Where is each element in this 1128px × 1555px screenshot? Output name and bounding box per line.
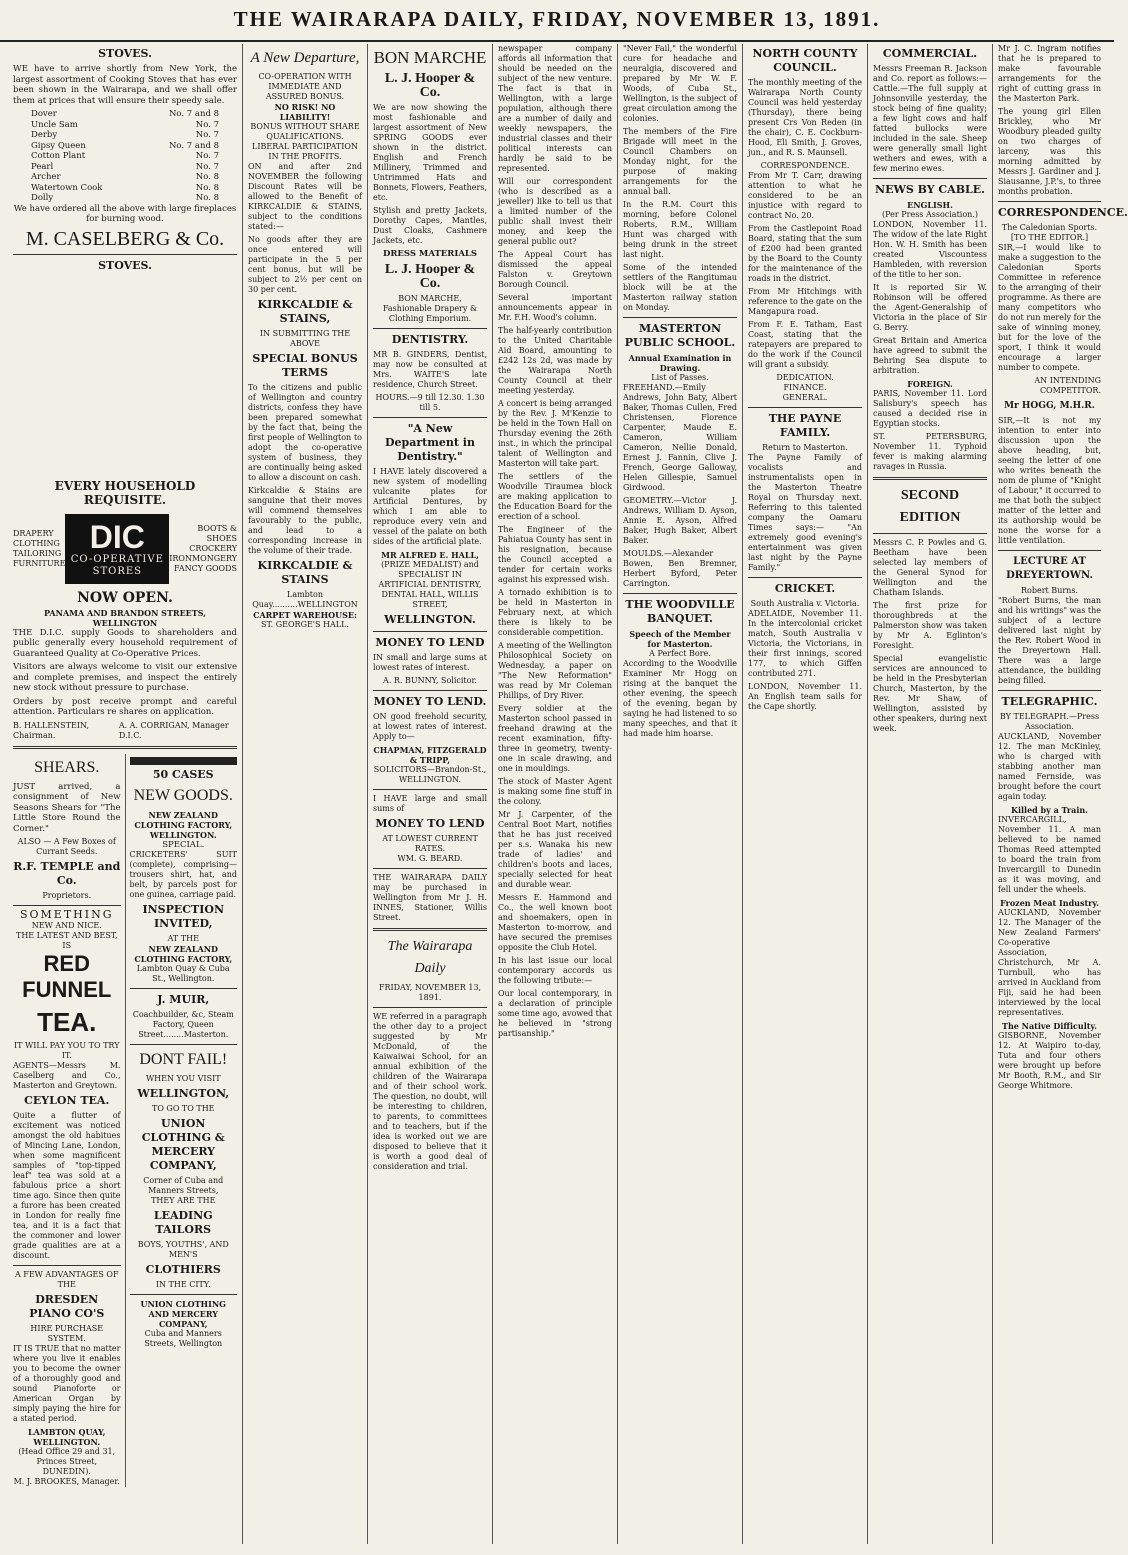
corr-body-2: SIR,—It is not my intention to enter into discussion upon the above heading, but, seeing the letter of one who writes beneath the nom de plume of "Knight of Labour," it occurred to me that both the subject matter of the letter and its authorship would be none the worse for a little ventilation. — [998, 416, 1101, 545]
dic-address: PANAMA AND BRANDON STREETS, WELLINGTON — [44, 607, 206, 628]
tele-1: AUCKLAND, November 12. The man McKinley, who is charged with stabbing another man named Fernside, was brought before the court again today. — [998, 732, 1101, 801]
something-heading: SOMETHING — [19, 908, 114, 921]
c4-body-15: In his last issue our local contemporary accords us the following tribute:— — [498, 956, 612, 985]
stove-list-item: Derby No. 7 — [31, 130, 219, 140]
stoves-more: We have ordered all the above with large fireplaces for burning wood. — [13, 203, 237, 224]
stoves-heading: STOVES. — [98, 47, 152, 60]
dentistry-hours: HOURS.—9 till 12.30. 1.30 till 5. — [375, 392, 485, 412]
stove-list-item: Gipsy Queen No. 7 and 8 — [31, 140, 219, 151]
c4-body-6: A concert is being arranged by the Rev. J. M'Kenzie to be held in the Town Hall on Thursday evening the 26th inst., in which the principal talent of Wellington and Masterton will take part. — [498, 399, 612, 468]
dress-materials: DRESS MATERIALS — [382, 249, 478, 259]
column-8 — [993, 44, 1128, 1544]
native-body: GISBORNE, November 12. At Waipiro to-day, Tuta and four others were brought up before Mr Booth, R.M., and Sir George Whitmore. — [998, 1031, 1101, 1090]
bon-marche-heading: BON MARCHE — [373, 48, 487, 67]
boys-label: BOYS, YOUTHS', AND MEN'S — [137, 1240, 229, 1259]
muir-sub: Coachbuilder, &c, Steam Factory, Queen Street........Masterton. — [132, 1010, 234, 1039]
will-pay: IT WILL PAY YOU TO TRY IT. — [14, 1040, 120, 1060]
new-goods-heading: NEW GOODS. — [133, 786, 233, 804]
wellington-label: WELLINGTON, — [137, 1087, 230, 1100]
c4-body-12: The stock of Master Agent is making some fine stuff in the colony. — [498, 777, 612, 806]
c4-body-7: The settlers of the Woodville Tiraumea block are making application to the Education Board for the erection of a school. — [498, 472, 612, 521]
c8-body-1: Mr J. C. Ingram notifies that he is prepared to make favourable arrangements for the right of cutting grass in the Masterton Park. — [998, 44, 1101, 103]
money-lend-3: MONEY TO LEND — [375, 816, 485, 830]
union-footer: UNION CLOTHING AND MERCERY COMPANY, — [140, 1299, 226, 1329]
cable-4: PARIS, November 11. Lord Salisbury's speech has caused a decided rise in Egyptian stocks. — [873, 389, 987, 428]
kirk-body-3: To the citizens and public of Wellington and country districts, confess they have been prepared somewhat by the fact that, being the first people of Wellington to adopt the co-operative system of business, they are continually being asked to allow a discount on cash. — [248, 383, 362, 482]
telegraphic-heading: TELEGRAPHIC. — [1001, 695, 1098, 708]
stove-list-item: Cotton Plant No. 7 — [31, 151, 219, 161]
woodville-heading: THE WOODVILLE BANQUET. — [625, 598, 735, 625]
hooper-heading-2: L. J. Hooper & Co. — [384, 261, 476, 291]
english-label: ENGLISH. — [907, 200, 953, 210]
column-1 — [8, 44, 243, 1544]
newspaper-page — [8, 44, 1128, 1544]
tea-heading: TEA. — [37, 1006, 97, 1037]
dic-manager: A. A. CORRIGAN, Manager D.I.C. — [118, 720, 229, 740]
departure-body-2: No goods after they are once entered will participate in the 5 per cent bonus, but will be subject to 2½ per cent on 30 per cent. — [248, 235, 362, 294]
leading-tailors: LEADING TAILORS — [153, 1209, 213, 1236]
carpet-warehouse: CARPET WAREHOUSE: — [253, 610, 357, 620]
commercial-heading: COMMERCIAL. — [882, 47, 978, 60]
c4-body-1: newspaper company affords all information that should be needed on the subject of the new venture. The fact is that in Wellington, with a large population, although there are a number of daily and weekly newspapers, the industrial classes and their political interests can hardly be said to be represented. — [498, 44, 612, 173]
nz-clothing: NEW ZEALAND CLOTHING FACTORY, WELLINGTON. — [134, 809, 233, 840]
special-label: SPECIAL. — [162, 839, 205, 850]
c5-body-1: "Never Fail," the wonderful cure for headache and neuralgia, discovered and prepared by Mr W. F. Woods, of Cuba St., Wellington, is the subject of great circulation among the colonies. — [623, 44, 737, 123]
payne-sub: Return to Masterton. — [762, 443, 848, 452]
c4-body-8: The Engineer of the Pahiatua County has sent in his resignation, because the Council accepted a tender for certain works against his expressed wish. — [498, 525, 612, 584]
general-label: GENERAL. — [782, 393, 828, 402]
lambton-quay: LAMBTON QUAY, WELLINGTON. — [28, 1426, 106, 1447]
cable-2: It is reported Sir W. Robinson will be offered the Agent-Generalship of Victoria in the place of Sir G. Berry. — [873, 283, 987, 332]
c4-body-14: Messrs E. Hammond and Co., the well known boot and shoemakers, open in Masterton to-morrow, and have secured the premises opposite the Club Hotel. — [498, 893, 612, 952]
agents: AGENTS—Messrs M. Caselberg and Co., Masterton and Greytown. — [13, 1060, 121, 1090]
column-2 — [243, 44, 368, 1544]
hooper-heading: L. J. Hooper & Co. — [384, 71, 476, 100]
st-georges: ST. GEORGE'S HALL. — [261, 620, 349, 629]
killed-body: INVERCARGILL, November 11. A man believed to be named Thomas Reed attempted to board the train from Invercargill to Dunedin as it was moving, and fell under the wheels. — [998, 815, 1101, 894]
newspaper-title: THE WAIRARAPA DAILY, FRIDAY, NOVEMBER 13, 1891. — [233, 7, 881, 31]
dont-fail-heading: DONT FAIL! — [139, 1051, 228, 1068]
cricket-body: ADELAIDE, November 11. In the intercolonial cricket match, South Australia v Victoria, the Victorians, in their first innings, scored 177, to which Giffen contributed 271. — [748, 609, 862, 678]
to-go: TO GO TO THE — [151, 1104, 215, 1113]
dic-visitors: Visitors are always welcome to visit our extensive and complete premises, and inspect the entirely new stock without pressure to purchase. — [13, 662, 237, 693]
c8-body-2: The young girl Ellen Brickley, who Mr Woodbury pleaded guilty on two charges of larceny, was this morning admitted by Messrs J. Gardiner and J. Siausanne, J.P.'s, to three months probation. — [998, 107, 1101, 196]
c4-body-11: Every soldier at the Masterton school passed in freehand drawing at the recent examination, fifty-three in geometry, twenty-one in scale drawing, and one in mouldings. — [498, 704, 612, 773]
cricket-heading: CRICKET. — [774, 582, 836, 595]
masthead — [0, 0, 1114, 42]
school-heading: MASTERTON PUBLIC SCHOOL. — [624, 322, 736, 349]
column-4 — [493, 44, 618, 1544]
lecture-heading: LECTURE AT DREYERTOWN. — [1006, 556, 1093, 581]
cable-heading: NEWS BY CABLE. — [875, 183, 985, 196]
column-6 — [743, 44, 868, 1544]
shears-sub: ALSO — A Few Boxes of Currant Seeds. — [17, 837, 116, 856]
bonus-label: BONUS WITHOUT SHARE QUALIFICATIONS. — [250, 122, 360, 141]
frozen-body: AUCKLAND, November 12. The Manager of the New Zealand Farmers' Co-operative Association, Christchurch, Mr A. Turnbull, who has arrived in Auckland from Fiji, said he had been interviewed by the local representatives. — [998, 908, 1101, 1017]
commercial-body: Messrs Freeman R. Jackson and Co. report as follows:—Cattle.—The full supply at Johnsonville yesterday, the stock being of fine quality; a few light cows and half fatted bullocks were included in the sale. Sheep were generally small light wethers and ewes, with a few merino ewes. — [873, 64, 987, 173]
cricketers: CRICKETERS' SUIT (complete), comprising—trousers shirt, hat, and belt, by parcels post for one guinea, carriage paid. — [129, 850, 237, 899]
ginders-body: MR B. GINDERS, Dentist, may now be consulted at Mrs. WAITE'S late residence, Church Street. — [373, 349, 487, 389]
dic-open: NOW OPEN. — [77, 589, 173, 606]
household-heading: EVERY HOUSEHOLD REQUISITE. — [54, 478, 196, 507]
money-lend-2: MONEY TO LEND. — [373, 694, 487, 708]
press-label: (Per Press Association.) — [882, 210, 978, 219]
second-body-3: Special evangelistic services are announced to be held in the Presbyterian Church, Masterton, by the Rev. Mr Shaw, of Wellington, assisted by other speakers, during next week. — [873, 654, 987, 733]
c5-body-4: Some of the intended settlers of the Rangitumau block will be at the Masterton railway station on Monday. — [623, 263, 737, 312]
kirk-sub: IN SUBMITTING THE ABOVE — [259, 329, 351, 348]
departure-body-1: ON and after 2nd NOVEMBER the following Discount Rates will be allowed to the Benefit of KIRKCALDIE & STAINS, subject to the conditions stated:— — [248, 162, 362, 231]
paper-date: FRIDAY, NOVEMBER 13, 1891. — [378, 982, 482, 1002]
column-5 — [618, 44, 743, 1544]
nc-body-2: From Mr T. Carr, drawing attention to what he considered to be an injustice with regard to contract No. 20. — [748, 171, 862, 220]
correspondence-heading: CORRESPONDENCE. — [998, 206, 1128, 219]
second-edition-heading: SECOND EDITION — [899, 488, 961, 525]
c4-body-3: The Appeal Court has dismissed the appeal Falston v. Greytown Borough Council. — [498, 250, 612, 289]
nz-clothing-2: NEW ZEALAND CLOTHING FACTORY, — [134, 944, 233, 964]
c4-body-10: A meeting of the Wellington Philosophical Society on Wednesday, a paper on "The New Reformation" was read by Mr Coleman Phillips, of Dry River. — [498, 641, 612, 700]
cricket-london: LONDON, November 11. An English team sails for the Cape shortly. — [748, 682, 862, 711]
hooper-body: We are now showing the most fashionable and largest assortment of New SPRING GOODS ever shown in the district. English and French Millinery, Trimmed and Untrimmed Hats and Bonnets, Flowers, Feathers, etc. — [373, 103, 487, 202]
hall-city: WELLINGTON. — [384, 612, 476, 626]
stoves-heading-2: STOVES. — [98, 258, 152, 272]
kirkcaldie-heading: KIRKCALDIE & STAINS, — [257, 298, 353, 325]
dresden-manager: M. J. BROOKES, Manager. — [13, 1476, 120, 1486]
is-label: IS — [62, 940, 72, 950]
dent-body: I HAVE lately discovered a new system of modelling vulcanite plates for Artificial Dentures, by which I am able to reproduce every vein and vessel of the palate on both sides of the artificial plate. — [373, 466, 487, 546]
c5-body-2: The members of the Fire Brigade will meet in the Council Chambers on Monday night, for the purpose of making arrangements for the annual ball. — [623, 127, 737, 196]
native-heading: The Native Difficulty. — [1002, 1021, 1097, 1031]
money-body-3: I HAVE large and small sums of — [373, 793, 487, 813]
stoves-body: WE have to arrive shortly from New York, the largest assortment of Cooking Stoves that has ever been shown in the Wairarapa, and we shall offer them at prices that will ensure their speedy sale. — [13, 64, 237, 106]
bunny-sign: A. R. BUNNY, Solicitor. — [383, 675, 477, 685]
c4-body-4: Several important announcements appear in Mr. F.H. Wood's column. — [498, 293, 612, 322]
chapman-sub: SOLICITORS—Brandon-St., WELLINGTON. — [373, 764, 487, 784]
corr-sign: AN INTENDING COMPETITOR. — [1034, 376, 1101, 395]
kirkcaldie-footer: KIRKCALDIE & STAINS — [257, 559, 353, 586]
stove-list-item: Dover No. 7 and 8 — [31, 109, 219, 119]
dic-chairman: B. HALLENSTEIN, Chairman. — [13, 720, 90, 740]
cable-1: LONDON, November 11. The widow of the late Right Hon. W. H. Smith has been created Viscountess Hambleden, with reversion of the title to her son. — [873, 220, 987, 279]
new-departure-heading: A New Departure, — [250, 50, 360, 66]
dedication-label: DEDICATION. — [776, 373, 834, 382]
dresden-heading: DRESDEN PIANO CO'S — [29, 1292, 105, 1320]
head-office: (Head Office 29 and 31, Princes Street, DUNEDIN). — [18, 1446, 116, 1476]
caselberg-name: M. CASELBERG & Co. — [25, 227, 225, 250]
payne-heading: THE PAYNE FAMILY. — [768, 412, 842, 439]
c4-body-2: Will our correspondent (who is described as a jeweller) like to tell us that a limited number of the public shall invest their money, and keep the general public out? — [498, 177, 612, 246]
in-city: IN THE CITY. — [155, 1280, 211, 1289]
perfect-bore: A Perfect Bore. — [649, 649, 711, 658]
money-body-1: IN small and large sums at lowest rates of interest. — [373, 652, 487, 672]
hall-sub: (PRIZE MEDALIST) and SPECIALIST IN ARTIFICIAL DENTISTRY, DENTAL HALL, WILLIS STREET, — [378, 559, 482, 609]
woodville-sub: Speech of the Member for Masterton. — [629, 629, 731, 649]
temple-sub: Proprietors. — [42, 891, 92, 900]
ceylon-heading: CEYLON TEA. — [24, 1093, 110, 1107]
to-editor: [TO THE EDITOR.] — [1010, 233, 1089, 242]
tele-sub: BY TELEGRAPH.—Press Association. — [999, 712, 1100, 731]
north-county-heading: NORTH COUNTY COUNCIL. — [752, 47, 858, 74]
no-risk: NO RISK! NO LIABILITY! — [274, 102, 336, 122]
geometry-list: GEOMETRY.—Victor J. Andrews, William D. Ayson, Annie E. Ayson, Alfred Baker, Hugh Baker, Albert Baker. — [623, 496, 737, 545]
cable-5: ST. PETERSBURG, November 11. Typhoid fever is making alarming ravages in Russia. — [873, 432, 987, 471]
correspondence-label: CORRESPONDENCE. — [760, 161, 850, 170]
coop-label: CO-OPERATION WITH IMMEDIATE AND ASSURED BONUS. — [258, 72, 352, 101]
stove-list-item: Dolly No. 8 — [31, 193, 219, 203]
kirk-body-4: Kirkcaldie & Stains are sanguine that their moves will commend themselves favourably to the public, and lead to a corresponding increase in the volume of their trade. — [248, 486, 362, 555]
clothiers: CLOTHIERS — [145, 1263, 221, 1276]
shears-body: JUST arrived, a consignment of New Seasons Shears for "The Little Store Round the Corner." — [13, 781, 121, 834]
hall-name: MR ALFRED E. HALL, — [381, 549, 479, 560]
union-clothing: UNION CLOTHING & MERCERY COMPANY, — [141, 1117, 225, 1172]
dic-left-list: DRAPERY CLOTHING TAILORING FURNITURE — [13, 528, 66, 568]
lambton-wellington: Lambton Quay..........WELLINGTON — [252, 590, 358, 609]
dresden-advantages: A FEW ADVANTAGES OF THE — [14, 1269, 119, 1289]
inspection: INSPECTION INVITED, — [142, 903, 225, 930]
daily-note: THE WAIRARAPA DAILY may be purchased in Wellington from Mr J. H. INNES, Stationer, Willis Street. — [373, 872, 487, 922]
special-bonus: SPECIAL BONUS TERMS — [252, 352, 358, 379]
money-lend-1: MONEY TO LEND — [375, 635, 485, 649]
c4-body-13: Mr J. Carpenter, of the Central Boot Mart, notifies that he has just received per s.s. Wanaka his new trade of ladies' and children's boots and laces, specially selected for heat and durable wear. — [498, 810, 612, 889]
beard-sign: WM. G. BEARD. — [397, 853, 463, 863]
dresden-sub: HIRE PURCHASE SYSTEM. — [30, 1323, 104, 1343]
ceylon-body: Quite a flutter of excitement was noticed amongst the old habitues of Mincing Lane, London, when some magnificent samples of "top-tipped leaf" tea was sold at a fabulous price a short time ago. Since then quite a furore has been created in London for really fine tea, and it is a fact that the commoner and lower grade qualities are at a discount. — [13, 1110, 121, 1260]
column-7 — [868, 44, 993, 1544]
muir-name: J. MUIR, — [157, 993, 210, 1006]
c5-body-3: In the R.M. Court this morning, before Colonel Roberts, R.M., William Hunt was charged with being drunk in the street last night. — [623, 200, 737, 259]
stove-list — [13, 109, 237, 204]
c4-body-16: Our local contemporary, in a declaration of principle some time ago, avowed that he believed in "strong partisanship." — [498, 989, 612, 1038]
editorial-body: WE referred in a paragraph the other day to a project suggested by Mr McDonald, of the Kaiwaiwai School, for an annual exhibition of the children of the Wairarapa and of their school work. The question, no doubt, will be interesting to children, to parents, to committees and to teachers, but if the idea is worked out we are disposed to believe that it is worth a good deal of consideration and trial. — [373, 1011, 487, 1171]
cases-heading: 50 CASES — [152, 767, 214, 781]
lecture-sub: Robert Burns. — [1021, 586, 1078, 595]
bon-marche-2: BON MARCHE, — [398, 293, 462, 303]
frozen-heading: Frozen Meat Industry. — [1000, 898, 1099, 908]
dic-logo: DIC CO-OPERATIVE STORES — [65, 514, 169, 584]
finance-label: FINANCE. — [783, 383, 827, 392]
passes-label: List of Passes. — [651, 373, 709, 382]
liberal-label: LIBERAL PARTICIPATION IN THE PROFITS. — [252, 142, 358, 161]
union-footer-addr: Cuba and Manners Streets, Wellington — [144, 1329, 223, 1348]
column-3 — [368, 44, 493, 1544]
caledonian-sub: The Caledonian Sports. — [1001, 223, 1098, 232]
latest-best: THE LATEST AND BEST, — [15, 930, 118, 940]
school-sub: Annual Examination in Drawing. — [628, 353, 732, 373]
dic-body: THE D.I.C. supply Goods to shareholders and public generally every household requirement of Guaranteed Quality at Co-Operative Prices. — [13, 627, 237, 659]
second-body-2: The first prize for thoroughbreds at the Palmerston show was taken by Mr A. Eglinton's Foresight. — [873, 601, 987, 650]
chapman-sign: CHAPMAN, FITZGERALD & TRIPP, — [373, 744, 487, 765]
they-are: THEY ARE THE — [151, 1196, 216, 1205]
lecture-body: "Robert Burns, the man and his writings" was the subject of a lecture delivered last night by the Rev. Robert Wood in the Dreyertown Hall. There was a large attendance, the building being filled. — [998, 596, 1101, 685]
c4-body-9: A tornado exhibition is to be held in Masterton in February next, at which there is likely to be considerable competition. — [498, 588, 612, 637]
cricket-sub: South Australia v. Victoria. — [750, 599, 860, 608]
dresden-body: IT IS TRUE that no matter where you live it enables you to become the owner of a thoroughly good and sound Pianoforte or American Organ by simply paying the hire for a stated period. — [13, 1343, 121, 1423]
nc-body: The monthly meeting of the Wairarapa North County Council was held yesterday (Thursday), there being present Crs Von Reden (in the chair), C. E. Cockburn-Hood, Eli Smith, J. Groves, jun., and R. S. Maunsell. — [748, 78, 862, 157]
corr-body: SIR,—I would like to make a suggestion to the Caledonian Sports Committee in reference to the arranging of their programme. As there are many competitors who do not run merely for the sake of winning money, but for the love of the sport, I think it would encourage a larger number to compete. — [998, 243, 1101, 372]
payne-body: The Payne Family of vocalists and instrumentalists open in the Masterton Theatre Royal on Thursday next. Referring to this talented company the Oamaru Times says:— "An extremely good evening's entertainment was given last night by the Payne Family." — [748, 453, 862, 572]
at-the: AT THE — [167, 934, 199, 943]
nc-body-3: From the Castlepoint Road Board, stating that the sum of £200 had been granted by the Board to the County for the maintenance of the roads in the district. — [748, 224, 862, 283]
woodville-body: According to the Woodville Examiner Mr Hogg on rising at the banquet the other evening, the speech of the evening, began by saying he had listened to so many speeches, and that it had made him hoarse. — [623, 659, 737, 738]
cable-3: Great Britain and America have agreed to submit the Behring Sea dispute to arbitration. — [873, 336, 987, 375]
foreign-label: FOREIGN. — [907, 379, 953, 389]
corner-label: Corner of Cuba and Manners Streets, — [143, 1176, 224, 1195]
c4-body-5: The half-yearly contribution to the United Charitable Aid Board, amounting to £242 12s 2d, was made by the Wairarapa North County Council at their meeting yesterday. — [498, 326, 612, 395]
nc-body-4: From Mr Hitchings with reference to the gate on the Mangapura road. — [748, 287, 862, 316]
lambton-cuba: Lambton Quay & Cuba St., Wellington. — [136, 964, 230, 983]
freehand-list: FREEHAND.—Emily Andrews, John Baty, Albert Baker, Thomas Cullen, Fred Christensen, Florence Carpenter, Maude E. Cameron, William Cameron, Nellie Donald, Ernest J. Fannin, Clive J. French, George Galloway, Helen Gillespie, Samuel Girdwood. — [623, 383, 737, 492]
temple-name: R.F. TEMPLE and Co. — [13, 860, 121, 887]
moulds-list: MOULDS.—Alexander Bowen, Ben Bremner, Herbert Byford, Peter Carrington. — [623, 549, 737, 588]
shears-heading: SHEARS. — [34, 758, 100, 776]
stylish-body: Stylish and pretty Jackets, Dorothy Capes, Mantles, Dust Cloaks, Cashmere Jackets, etc. — [373, 206, 487, 245]
red-funnel-heading: RED FUNNEL — [22, 950, 112, 1002]
dic-orders: Orders by post receive prompt and careful attention. Particulars re shares on application. — [13, 696, 237, 717]
killed-heading: Killed by a Train. — [1011, 805, 1088, 815]
paper-title: The Wairarapa Daily — [387, 938, 473, 976]
new-nice: NEW AND NICE. — [31, 920, 102, 930]
dic-right-list: BOOTS & SHOES CROCKERY IRONMONGERY FANCY GOODS — [169, 523, 237, 573]
stove-list-item: Archer No. 8 — [31, 172, 219, 182]
stove-list-item: Pearl No. 7 — [31, 161, 219, 172]
new-dept-heading: "A New Department in Dentistry." — [385, 421, 475, 463]
fashionable: Fashionable Drapery & Clothing Emporium. — [382, 303, 478, 323]
mr-hogg-heading: Mr HOGG, M.H.R. — [1004, 401, 1095, 411]
nc-body-5: From F. E. Tatham, East Coast, stating that the ratepayers are prepared to do the work if the Council will grant a subsidy. — [748, 320, 862, 369]
dentistry-heading: DENTISTRY. — [391, 332, 469, 346]
stove-list-item: Watertown Cook No. 8 — [31, 182, 219, 193]
money-body-2: ON good freehold security, at lowest rates of interest. Apply to— — [373, 711, 487, 741]
second-body-1: Messrs C. P. Powles and G. Beetham have been selected lay members of the General Synod for Wellington and the Chatham Islands. — [873, 538, 987, 597]
stove-list-item: Uncle Sam No. 7 — [31, 119, 219, 130]
lowest-rates: AT LOWEST CURRENT RATES. — [382, 833, 478, 853]
when-visit: WHEN YOU VISIT — [145, 1074, 221, 1083]
